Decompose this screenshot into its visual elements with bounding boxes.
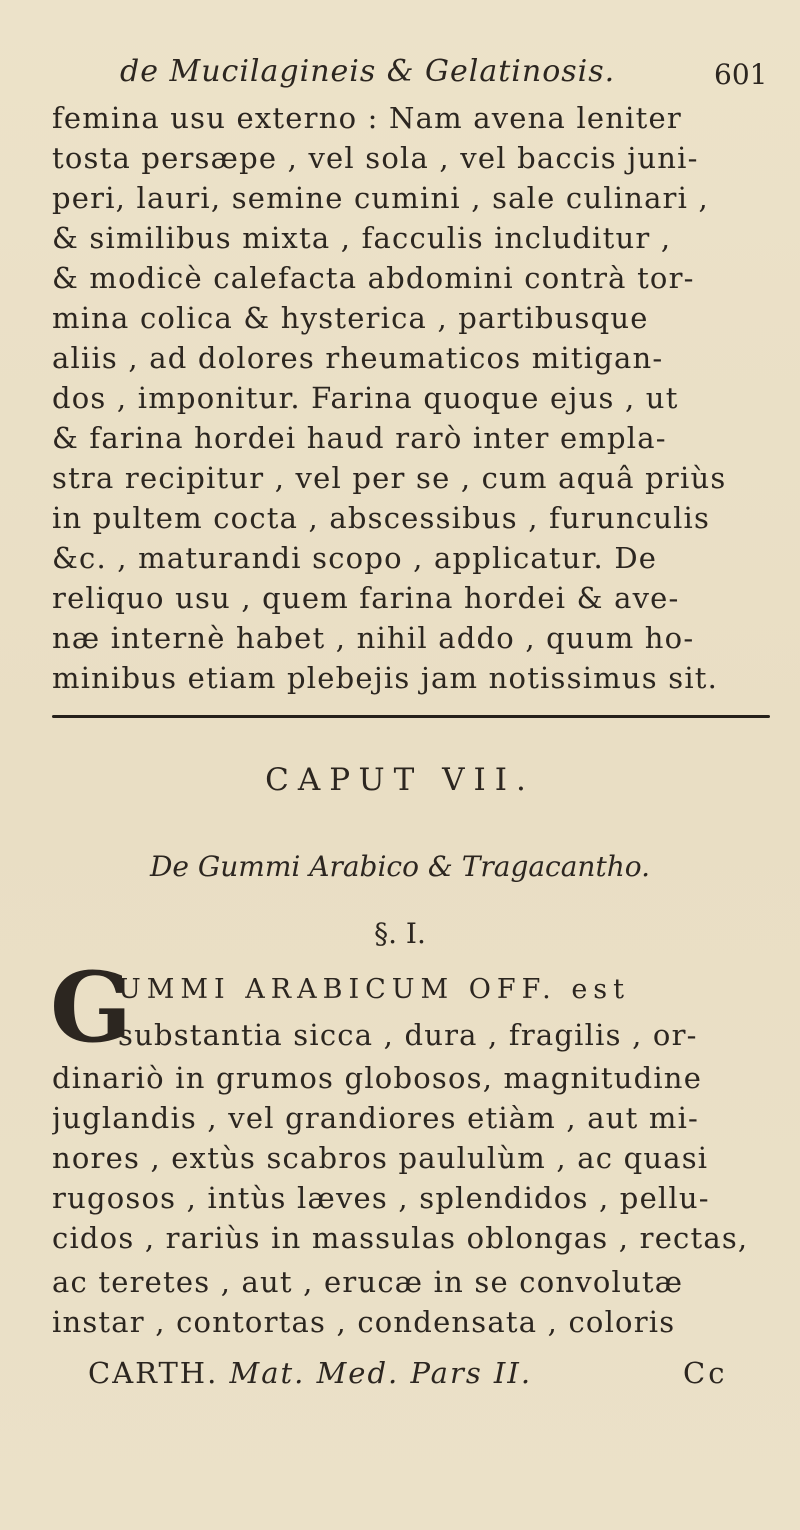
text-line: & farina hordei haud rarò inter empla-	[52, 421, 667, 455]
paragraph-line: rugosos , intùs læves , splendidos , pellu-	[52, 1181, 710, 1215]
page-footer	[88, 1356, 768, 1396]
text-line: femina usu externo : Nam avena leniter	[52, 101, 682, 135]
text-line: in pultem cocta , abscessibus , furunculis	[52, 501, 711, 535]
signature-italic: Mat. Med. Pars II.	[229, 1356, 533, 1390]
section-mark: §. I.	[374, 917, 426, 950]
gathering-mark: Cc	[683, 1356, 728, 1390]
rule-bar	[52, 715, 770, 718]
chapter-heading: CAPUT VII.	[265, 762, 535, 798]
text-line: & similibus mixta , facculis includitur ,	[52, 221, 672, 255]
paragraph-first-line: UMMI ARABICUM OFF. est	[118, 974, 631, 1005]
paragraph-line: instar , contortas , condensata , coloris	[52, 1305, 676, 1339]
page-number: 601	[714, 58, 768, 91]
running-head	[0, 54, 800, 98]
text-line: & modicè calefacta abdomini contrà tor-	[52, 261, 695, 295]
text-line: peri, lauri, semine cumini , sale culinari ,	[52, 181, 709, 215]
paragraph-second-line: substantia sicca , dura , fragilis , or-	[118, 1018, 698, 1052]
paragraph-line: nores , extùs scabros paululùm , ac quasi	[52, 1141, 709, 1175]
paragraph-line: ac teretes , aut , erucæ in se convolutæ	[52, 1265, 684, 1299]
text-line: tosta persæpe , vel sola , vel baccis juni-	[52, 141, 699, 175]
footer-signature	[88, 1356, 532, 1390]
text-line: reliquo usu , quem farina hordei & ave-	[52, 581, 680, 615]
text-line: minibus etiam plebejis jam notissimus sit.	[52, 661, 719, 695]
drop-cap: G	[50, 951, 132, 1064]
running-title: de Mucilagineis & Gelatinosis.	[120, 54, 616, 89]
signature-caps: CARTH.	[88, 1356, 219, 1390]
text-line: dos , imponitur. Farina quoque ejus , ut	[52, 381, 679, 415]
text-line: næ internè habet , nihil addo , quum ho-	[52, 621, 695, 655]
chapter-title: De Gummi Arabico & Tragacantho.	[149, 850, 651, 883]
text-line: aliis , ad dolores rheumaticos mitigan-	[52, 341, 664, 375]
paragraph-line: juglandis , vel grandiores etiàm , aut mi-	[52, 1101, 700, 1135]
section-rule	[52, 712, 770, 720]
text-line: mina colica & hysterica , partibusque	[52, 301, 649, 335]
paragraph-line: cidos , rariùs in massulas oblongas , rectas,	[52, 1221, 749, 1255]
text-line: stra recipitur , vel per se , cum aquâ priùs	[52, 461, 727, 495]
paragraph-line: dinariò in grumos globosos, magnitudine	[52, 1061, 703, 1095]
text-line: &c. , maturandi scopo , applicatur. De	[52, 541, 658, 575]
